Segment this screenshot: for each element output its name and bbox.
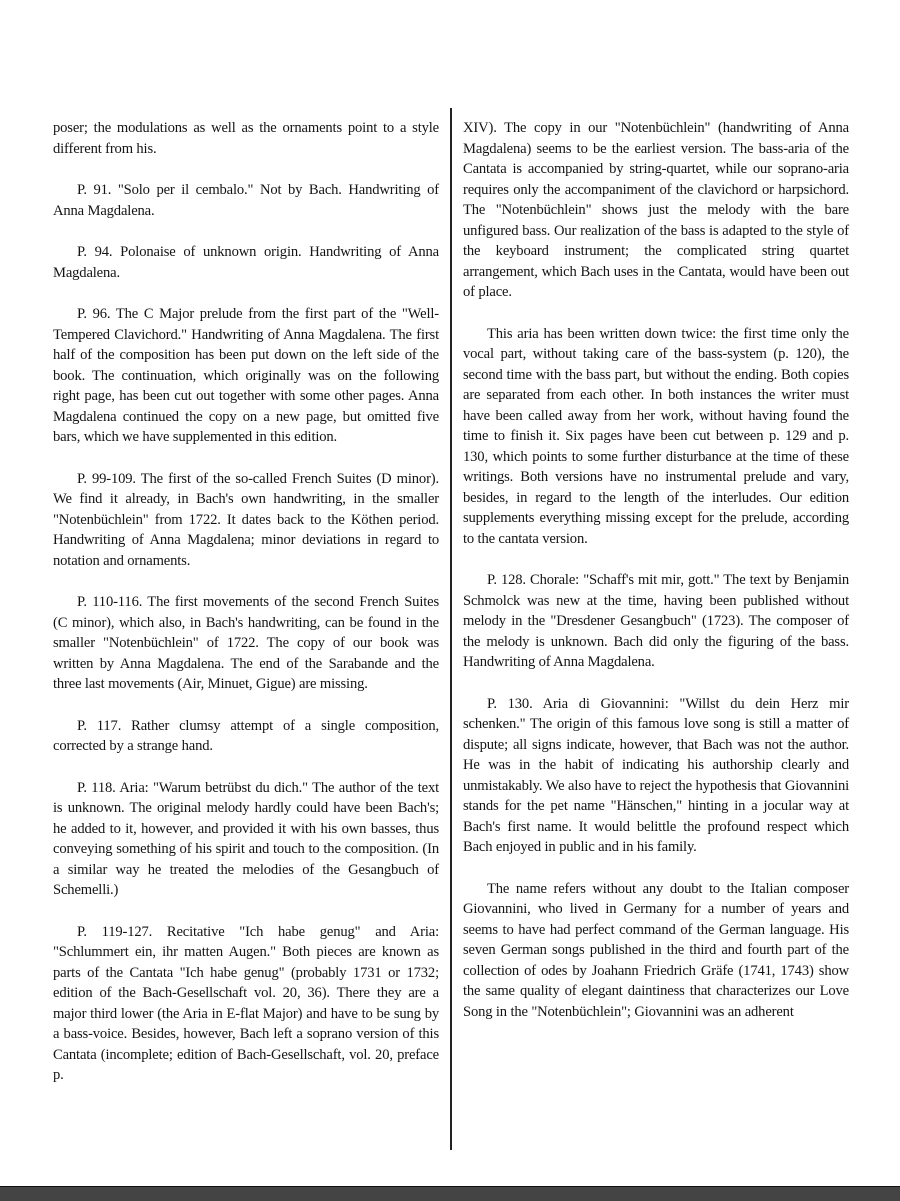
bottom-edge-bar [0,1186,900,1201]
paragraph: poser; the modulations as well as the ornaments point to a style different from his. [53,120,439,157]
paragraph: This aria has been written down twice: the first time only the vocal part, without taking care of the bass-system (p. 120), the second time with the bass part, but without the ending. Both copies are separated from each other. In both instances the writer must have been called away from her work, without having found the time to finish it. Six pages have been cut between p. 129 and p. 130, which points to some further disturbance at the time of these writings. Both versions have no instrumental prelude and vary, besides, in regard to the length of the interludes. Our edition supplements everything missing except for the prelude, according to the cantata version. [463,325,849,547]
paragraph: P. 119-127. Recitative "Ich habe genug" and Aria: "Schlummert ein, ihr matten Augen." Both pieces are known as parts of the Cantata "Ich habe genug" (probably 1731 or 1732; edition of the Bach-Gesellschaft vol. 20, 36). There they are a major third lower (the Aria in E-flat Major) and have to be sung by a bass-voice. Besides, however, Bach left a soprano version of this Cantata (incomplete; edition of Bach-Gesellschaft, vol. 20, preface p. [53,923,439,1083]
paragraph: P. 99-109. The first of the so-called French Suites (D minor). We find it already, in Bach's own handwriting, in the smaller "Notenbüchlein" from 1722. It dates back to the Köthen period. Handwriting of Anna Magdalena; minor deviations in regard to notation and ornaments. [53,470,439,569]
paragraph: P. 117. Rather clumsy attempt of a single composition, corrected by a strange hand. [53,717,439,754]
paragraph: The name refers without any doubt to the Italian composer Giovannini, who lived in Germany for a number of years and seems to have had perfect command of the German language. His seven German songs published in the third and fourth part of the collection of odes by Joahann Friedrich Gräfe (1741, 1743) show the same quality of elegant daintiness that characterizes our Love Song in the "Notenbüchlein"; Giovannini was an adherent [463,880,849,1020]
column-divider [450,108,452,1150]
right-column [463,118,849,1043]
paragraph: P. 130. Aria di Giovannini: "Willst du dein Herz mir schenken." The origin of this famous love song is still a matter of dispute; all signs indicate, however, that Bach was not the author. He was in the habit of indicating his authorship clearly and unmistakably. We also have to reject the hypothesis that Giovannini stands for the pet name "Hänschen," hinting in a jocular way at Bach's first name. It would belittle the profound respect which Bach enjoyed in public and in his family. [463,695,849,855]
paragraph: P. 110-116. The first movements of the second French Suites (C minor), which also, in Bach's handwriting, can be found in the smaller "Notenbüchlein" of 1722. The copy of our book was written by Anna Magdalena. The end of the Sarabande and the three last movements (Air, Minuet, Gigue) are missing. [53,594,439,692]
paragraph: XIV). The copy in our "Notenbüchlein" (handwriting of Anna Magdalena) seems to be the earliest version. The bass-aria of the Cantata is accompanied by string-quartet, while our soprano-aria requires only the accompaniment of the clavichord or harpsichord. The "Notenbüchlein" shows just the melody with the bare unfigured bass. Our realization of the bass is adapted to the style of the keyboard instrument; the complicated string quartet arrangement, which Bach uses in the Cantata, would have been out of place. [463,120,849,300]
paragraph: P. 94. Polonaise of unknown origin. Handwriting of Anna Magdalena. [53,244,439,281]
left-column [53,118,439,1107]
paragraph: P. 128. Chorale: "Schaff's mit mir, gott." The text by Benjamin Schmolck was new at the time, having been published without melody in the "Dresdener Gesangbuch" (1723). The composer of the melody is unknown. Bach did only the figuring of the bass. Handwriting of Anna Magdalena. [463,572,849,670]
paragraph: P. 91. "Solo per il cembalo." Not by Bach. Handwriting of Anna Magdalena. [53,182,439,219]
paragraph: P. 118. Aria: "Warum betrübst du dich." The author of the text is unknown. The original melody hardly could have been Bach's; he added to it, however, and provided it with his own basses, thus conveying something of his spirit and touch to the composition. (In a similar way he treated the melodies of the Gesangbuch of Schemelli.) [53,779,439,898]
paragraph: P. 96. The C Major prelude from the first part of the "Well-Tempered Clavichord." Handwriting of Anna Magdalena. The first half of the composition has been put down on the left side of the book. The continuation, which originally was on the following right page, has been cut out together with some other pages. Anna Magdalena continued the copy on a new page, but omitted five bars, which we have supplemented in this edition. [53,306,439,445]
